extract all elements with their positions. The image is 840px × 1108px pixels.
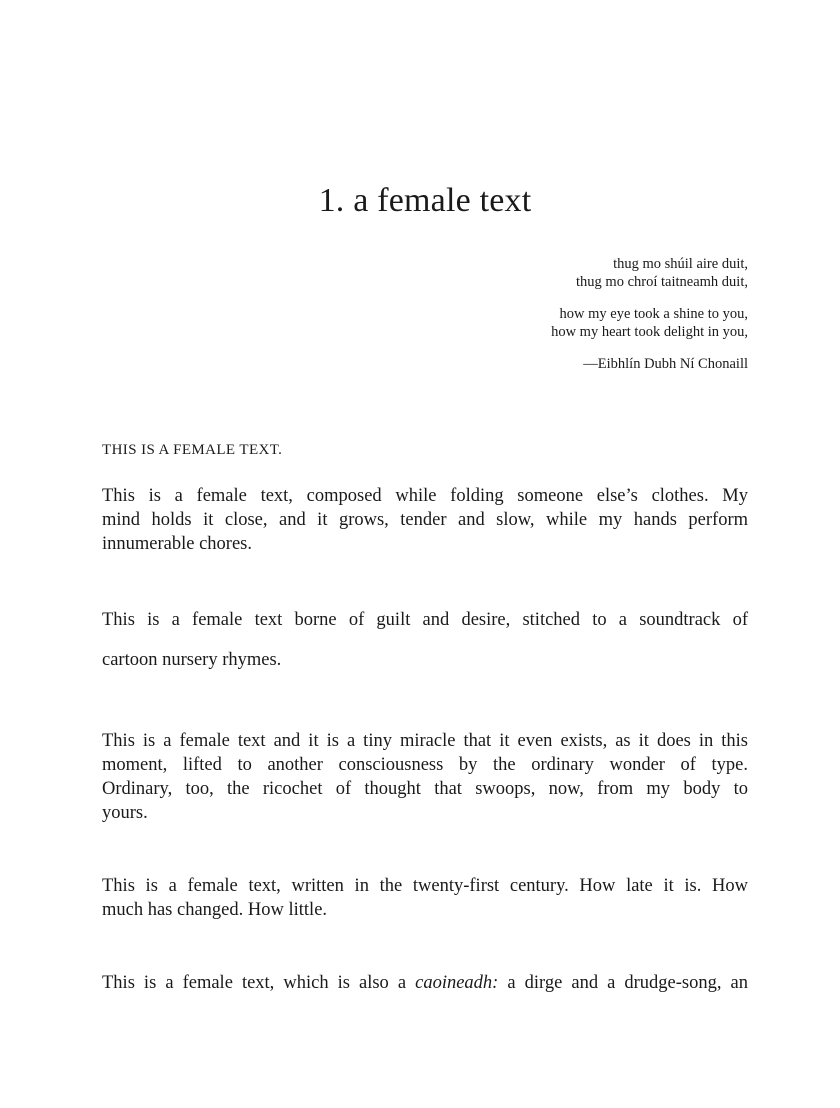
text-segment: This is a female text, composed while folding someone else’s clothes. My: [102, 486, 748, 506]
text-line: [102, 898, 748, 922]
epigraph-line: how my eye took a shine to you,: [559, 306, 748, 322]
text-segment: Ordinary, too, the ricochet of thought that swoops, now, from my body to: [102, 779, 748, 799]
paragraph: [102, 729, 748, 825]
epigraph-stanzas: [551, 255, 748, 341]
text-segment: much has changed. How little.: [102, 900, 328, 920]
epigraph-stanza: [551, 255, 748, 291]
text-line: [102, 508, 748, 532]
epigraph-line: thug mo chroí taitneamh duit,: [576, 274, 748, 290]
epigraph-line: thug mo shúil aire duit,: [613, 256, 748, 272]
text-line: [102, 753, 748, 777]
paragraph: [102, 484, 748, 556]
text-line: [102, 971, 748, 995]
text-segment: moment, lifted to another consciousness by the ordinary wonder of type.: [102, 755, 748, 775]
paragraph: [102, 874, 748, 922]
text-segment: This is a female text borne of guilt and desire, stitched to a soundtrack of: [102, 610, 748, 630]
text-line: [102, 640, 748, 680]
opening-line: THIS IS A FEMALE TEXT.: [102, 442, 283, 458]
text-segment: This is a female text, which is also a: [102, 973, 416, 993]
text-segment: mind holds it close, and it grows, tender and slow, while my hands perform: [102, 510, 748, 530]
text-segment: innumerable chores.: [102, 534, 252, 554]
text-line: [102, 532, 748, 556]
epigraph-line: how my heart took delight in you,: [551, 324, 748, 340]
paragraph: [102, 971, 748, 995]
text-segment: a dirge and a drudge-song, an: [498, 973, 748, 993]
text-line: [102, 777, 748, 801]
paragraph: [102, 600, 748, 680]
text-segment: This is a female text, written in the twenty-first century. How late it is. How: [102, 876, 748, 896]
text-line: [102, 600, 748, 640]
italic-term: caoineadh:: [415, 973, 499, 993]
text-line: [102, 484, 748, 508]
text-segment: cartoon nursery rhymes.: [102, 650, 282, 670]
text-segment: yours.: [102, 803, 148, 823]
text-segment: This is a female text and it is a tiny miracle that it even exists, as it does in this: [102, 731, 748, 751]
chapter-title: 1. a female text: [318, 182, 532, 219]
text-line: [102, 874, 748, 898]
epigraph-attribution: —Eibhlín Dubh Ní Chonaill: [583, 356, 748, 372]
text-line: [102, 801, 748, 825]
body-text: [102, 484, 748, 995]
text-line: [102, 729, 748, 753]
epigraph-stanza: [551, 305, 748, 341]
epigraph: [551, 255, 748, 373]
